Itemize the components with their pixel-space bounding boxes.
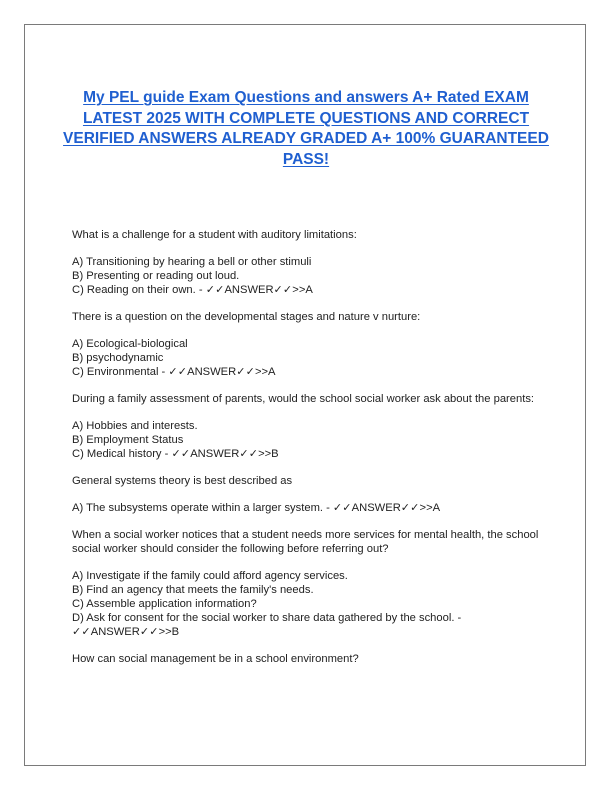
question-text: General systems theory is best described as — [72, 475, 293, 487]
answer-option: B) Employment Status — [72, 434, 184, 446]
answer-option: A) Hobbies and interests. — [72, 420, 198, 432]
question-text: How can social management be in a school environment? — [72, 653, 359, 665]
answer-options — [72, 569, 552, 639]
answer-option: A) Transitioning by hearing a bell or other stimuli — [72, 256, 312, 268]
answer-option: A) Ecological-biological — [72, 338, 188, 350]
question-text: When a social worker notices that a student needs more services for mental health, the school social worker should consider the following before referring out? — [72, 529, 539, 555]
question-text: There is a question on the developmental stages and nature v nurture: — [72, 311, 421, 323]
question-list — [72, 228, 552, 666]
question-block-4 — [72, 474, 552, 515]
answer-options — [72, 419, 552, 461]
answer-option: C) Assemble application information? — [72, 598, 257, 610]
question-block-1 — [72, 228, 552, 297]
question-block-5 — [72, 528, 552, 639]
answer-option: B) Find an agency that meets the family's needs. — [72, 584, 314, 596]
answer-option: C) Environmental - ✓✓ANSWER✓✓>>A — [72, 366, 276, 378]
answer-option: D) Ask for consent for the social worker to share data gathered by the school. - ✓✓ANSWER✓✓>>B — [72, 612, 462, 638]
answer-options — [72, 255, 552, 297]
answer-options — [72, 501, 552, 515]
question-text: What is a challenge for a student with auditory limitations: — [72, 229, 357, 241]
question-block-3 — [72, 392, 552, 461]
answer-options — [72, 337, 552, 379]
answer-option: C) Reading on their own. - ✓✓ANSWER✓✓>>A — [72, 284, 313, 296]
answer-option: B) Presenting or reading out loud. — [72, 270, 240, 282]
question-block-2 — [72, 310, 552, 379]
question-block-6 — [72, 652, 552, 666]
answer-option: C) Medical history - ✓✓ANSWER✓✓>>B — [72, 448, 279, 460]
answer-option: A) The subsystems operate within a larger system. - ✓✓ANSWER✓✓>>A — [72, 502, 441, 514]
document-title[interactable]: My PEL guide Exam Questions and answers A+ Rated EXAM LATEST 2025 WITH COMPLETE QUESTIONS AND CORRECT VERIFIED ANSWERS ALREADY GRADED A+ 100% GUARANTEED PASS! — [63, 89, 549, 168]
question-text: During a family assessment of parents, would the school social worker ask about the parents: — [72, 393, 535, 405]
answer-option: A) Investigate if the family could afford agency services. — [72, 570, 348, 582]
answer-option: B) psychodynamic — [72, 352, 164, 364]
